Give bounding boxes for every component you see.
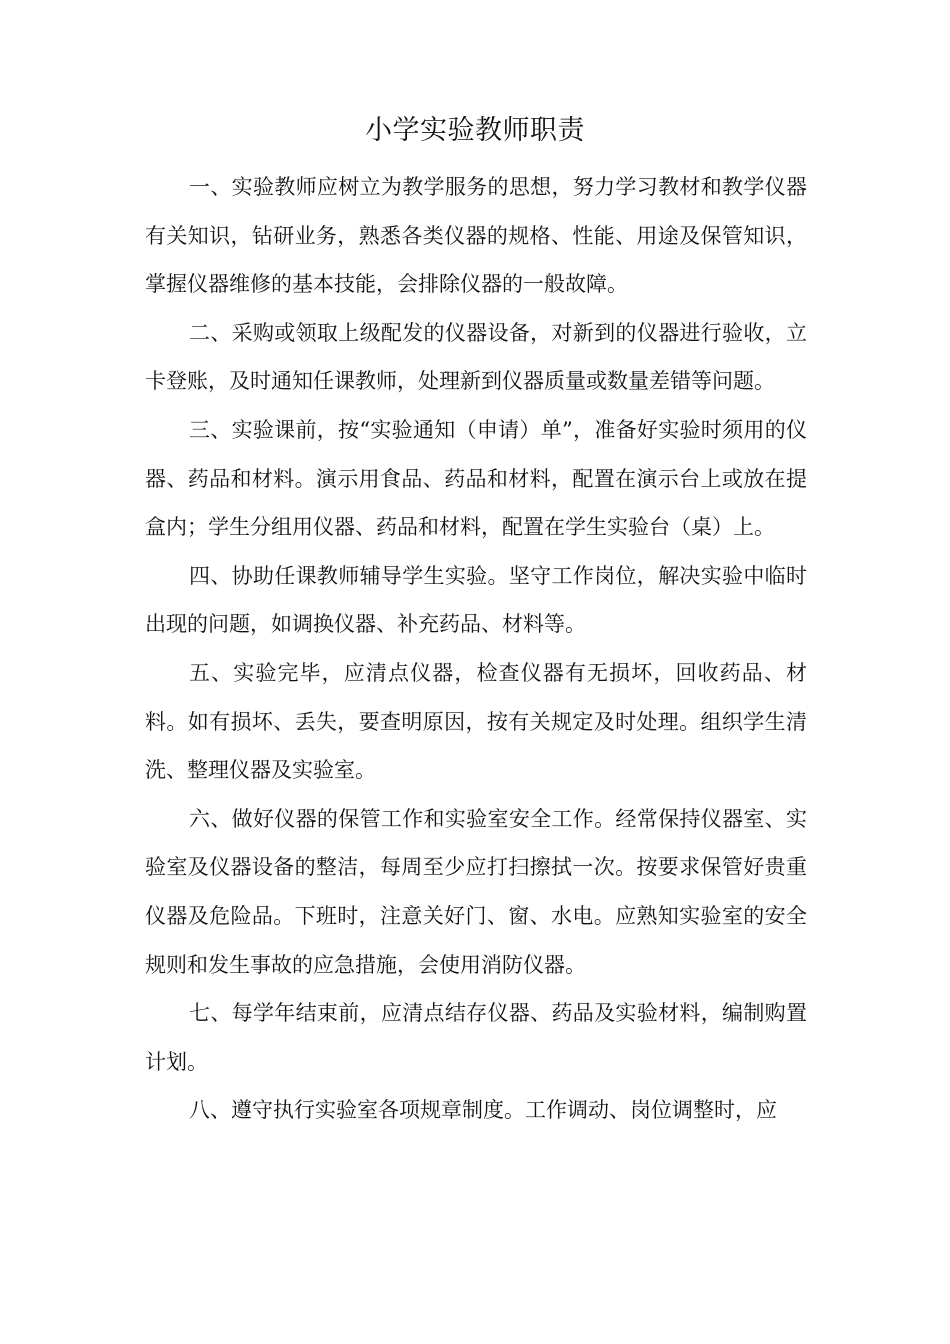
- paragraph-6: 六、做好仪器的保管工作和实验室安全工作。经常保持仪器室、实验室及仪器设备的整洁，每周至少应打扫擦拭一次。按要求保管好贵重仪器及危险品。下班时，注意关好门、窗、水电。应熟知实验室的安全规则和发生事故的应急措施，会使用消防仪器。: [145, 806, 807, 977]
- document-body: [145, 163, 807, 1135]
- paragraph-7: 七、每学年结束前，应清点结存仪器、药品及实验材料，编制购置计划。: [145, 1001, 807, 1074]
- document-title: 小学实验教师职责: [365, 115, 585, 146]
- paragraph-5: 五、实验完毕，应清点仪器，检查仪器有无损坏，回收药品、材料。如有损坏、丢失，要查明原因，按有关规定及时处理。组织学生清洗、整理仪器及实验室。: [145, 660, 807, 783]
- paragraph-4: 四、协助任课教师辅导学生实验。坚守工作岗位，解决实验中临时出现的问题，如调换仪器、补充药品、材料等。: [145, 563, 807, 637]
- paragraph-3: 三、实验课前，按“实验通知（申请）单”，准备好实验时须用的仪器、药品和材料。演示用食品、药品和材料，配置在演示台上或放在提盒内；学生分组用仪器、药品和材料，配置在学生实验台（桌）上。: [145, 417, 807, 540]
- paragraph-8: 八、遵守执行实验室各项规章制度。工作调动、岗位调整时，应: [189, 1098, 777, 1123]
- paragraph-1: 一、实验教师应树立为教学服务的思想，努力学习教材和教学仪器有关知识，钻研业务，熟悉各类仪器的规格、性能、用途及保管知识，掌握仪器维修的基本技能，会排除仪器的一般故障。: [145, 175, 807, 297]
- paragraph-2: 二、采购或领取上级配发的仪器设备，对新到的仪器进行验收，立卡登账，及时通知任课教师，处理新到仪器质量或数量差错等问题。: [145, 320, 807, 394]
